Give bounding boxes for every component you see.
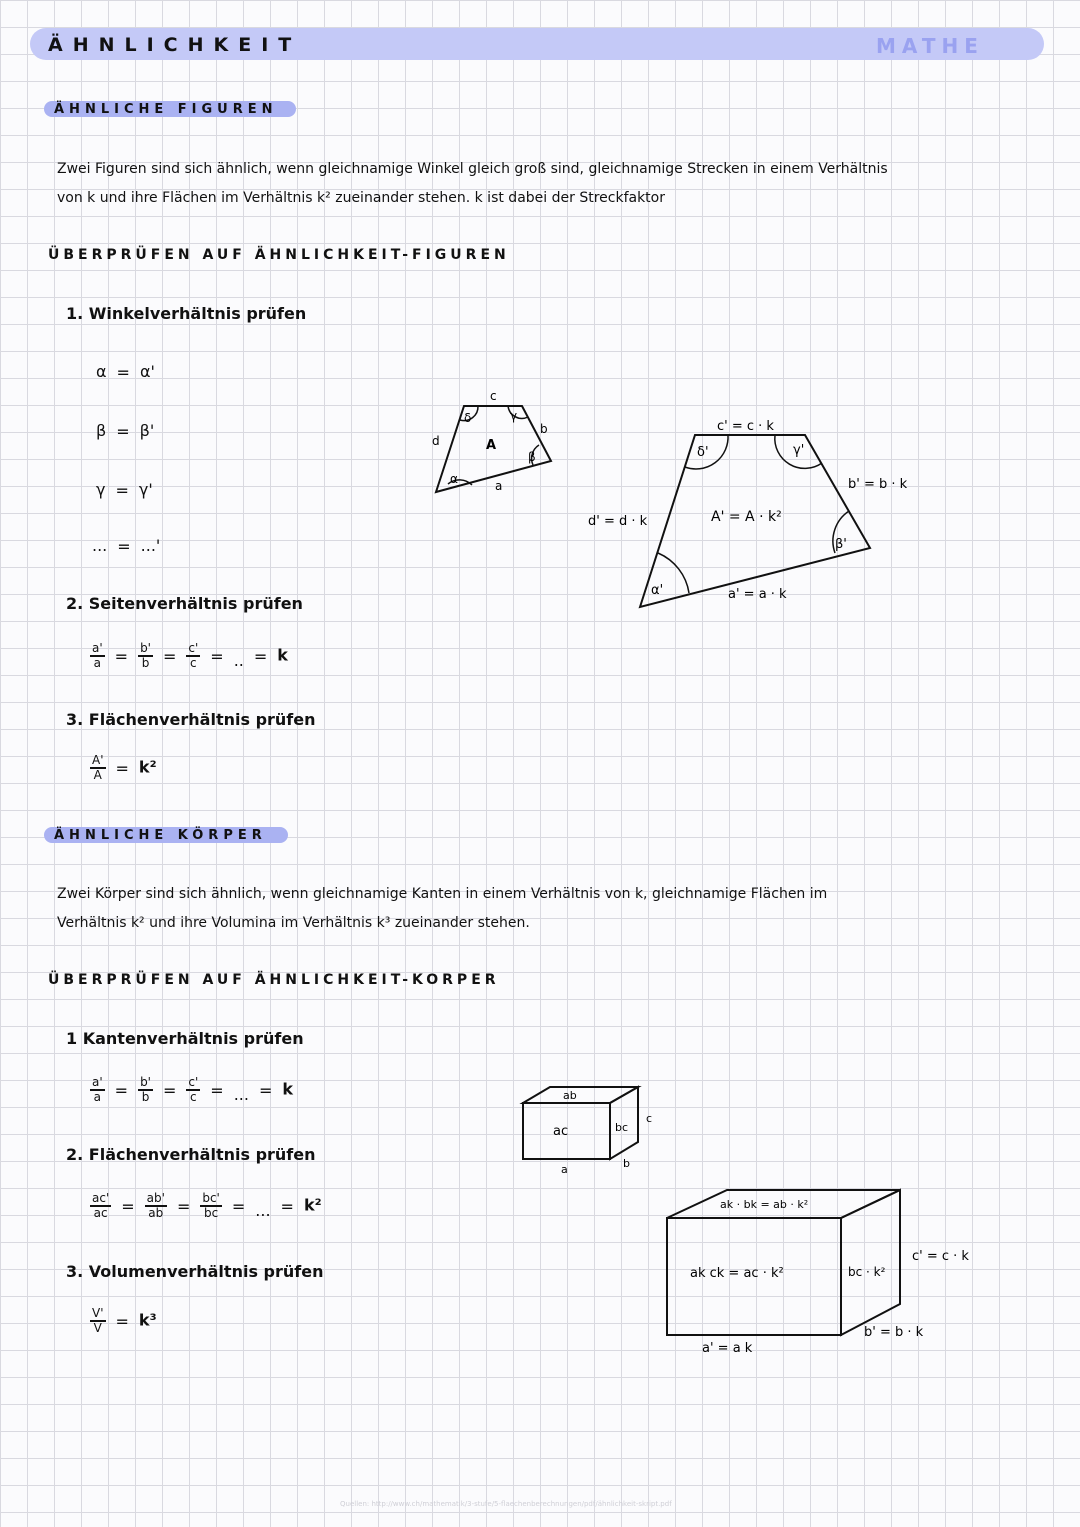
small-label-beta: β bbox=[528, 450, 536, 464]
edge-ratio-formula: $\frac{a'}{a}$ = $\frac{b'}{b}$ = $\frac{c'}{c}$ = ... = k bbox=[92, 1075, 294, 1104]
small-label-area: A bbox=[486, 438, 497, 453]
angle-equality-more: ... = ...' bbox=[92, 536, 161, 556]
source-credit: Quellen: http://www.ch/mathematik/3-stufe/5-flaechenberechnungen/pdf/ähnlichkeit-skript.pdf bbox=[340, 1500, 672, 1508]
big-box-label-top: ak · bk = ab · k² bbox=[720, 1198, 809, 1211]
big-label-b: b' = b · k bbox=[848, 477, 908, 492]
small-label-c: c bbox=[490, 389, 497, 403]
bodies-check-heading: ÜBERPRÜFEN AUF ÄHNLICHKEIT-KORPER bbox=[48, 972, 500, 988]
small-label-a: a bbox=[495, 479, 503, 493]
figures-check-heading: ÜBERPRÜFEN AUF ÄHNLICHKEIT-FIGUREN bbox=[48, 247, 510, 263]
small-box-label-top: ab bbox=[563, 1089, 577, 1102]
face-ratio-formula: $\frac{ac'}{ac}$ = $\frac{ab'}{ab}$ = $\frac{bc'}{bc}$ = ... = k² bbox=[92, 1191, 322, 1220]
small-box-label-side: bc bbox=[615, 1121, 629, 1134]
small-box-top bbox=[523, 1087, 638, 1103]
area-ratio-formula: $\frac{A'}{A}$ = k² bbox=[92, 753, 157, 782]
figures-step-2: 2. Seitenverhältnis prüfen bbox=[66, 594, 303, 613]
small-label-alpha: α bbox=[450, 472, 458, 486]
side-ratio-formula: $\frac{a'}{a}$ = $\frac{b'}{b}$ = $\frac{c'}{c}$ = .. = k bbox=[92, 641, 288, 670]
big-label-d: d' = d · k bbox=[588, 514, 648, 529]
small-label-b: b bbox=[540, 422, 548, 436]
small-box-label-a: a bbox=[561, 1163, 568, 1176]
small-label-gamma: γ bbox=[510, 409, 518, 423]
big-box-diagram bbox=[650, 1180, 990, 1360]
big-label-a: a' = a · k bbox=[728, 587, 787, 602]
figures-definition: Zwei Figuren sind sich ähnlich, wenn gleichnamige Winkel gleich groß sind, gleichnamige Strecken in einem Verhältnis von k und ihre Flächen im Verhältnis k² zueinander stehen. k ist dabei der Streckfaktor bbox=[57, 161, 888, 206]
bodies-step-3: 3. Volumenverhältnis prüfen bbox=[66, 1262, 324, 1281]
small-trapezoid-diagram bbox=[420, 385, 570, 500]
angle-equality-gamma: γ = γ' bbox=[96, 480, 153, 500]
figures-step-1: 1. Winkelverhältnis prüfen bbox=[66, 304, 307, 323]
volume-ratio-formula: $\frac{V'}{V}$ = k³ bbox=[92, 1306, 157, 1335]
small-box-label-c: c bbox=[646, 1112, 653, 1125]
big-label-area: A' = A · k² bbox=[711, 509, 782, 525]
bodies-step-2: 2. Flächenverhältnis prüfen bbox=[66, 1145, 316, 1164]
subject-label: MATHE bbox=[876, 34, 984, 58]
big-label-delta: δ' bbox=[697, 445, 709, 460]
big-box-side bbox=[841, 1190, 900, 1335]
figures-step-3: 3. Flächenverhältnis prüfen bbox=[66, 710, 316, 729]
angle-equality-alpha: α = α' bbox=[96, 362, 155, 382]
angle-equality-beta: β = β' bbox=[96, 421, 155, 441]
small-box-diagram bbox=[515, 1080, 665, 1180]
big-box-label-a: a' = a k bbox=[702, 1341, 753, 1356]
section-label-bodies: ÄHNLICHE KÖRPER bbox=[54, 828, 267, 843]
small-box-label-front: ac bbox=[553, 1124, 569, 1139]
big-label-gamma: γ' bbox=[793, 443, 805, 458]
small-label-delta: δ bbox=[464, 411, 472, 425]
section-label-figures: ÄHNLICHE FIGUREN bbox=[54, 102, 278, 117]
big-trapezoid-diagram bbox=[585, 410, 925, 620]
big-label-c: c' = c · k bbox=[717, 419, 774, 434]
big-box-label-b: b' = b · k bbox=[864, 1325, 924, 1340]
big-label-beta: β' bbox=[835, 537, 847, 552]
small-box-label-b: b bbox=[623, 1157, 630, 1170]
page-title: ÄHNLICHKEIT bbox=[48, 34, 302, 56]
bodies-definition: Zwei Körper sind sich ähnlich, wenn gleichnamige Kanten in einem Verhältnis von k, gleichnamige Flächen im Verhältnis k² und ihre Volumina im Verhältnis k³ zueinander stehen. bbox=[57, 886, 828, 931]
big-box-label-side: bc · k² bbox=[848, 1265, 886, 1279]
bodies-step-1: 1 Kantenverhältnis prüfen bbox=[66, 1029, 304, 1048]
big-label-alpha: α' bbox=[651, 583, 664, 598]
big-box-label-front: ak ck = ac · k² bbox=[690, 1266, 784, 1281]
big-box-label-c: c' = c · k bbox=[912, 1249, 969, 1264]
small-label-d: d bbox=[432, 434, 440, 448]
